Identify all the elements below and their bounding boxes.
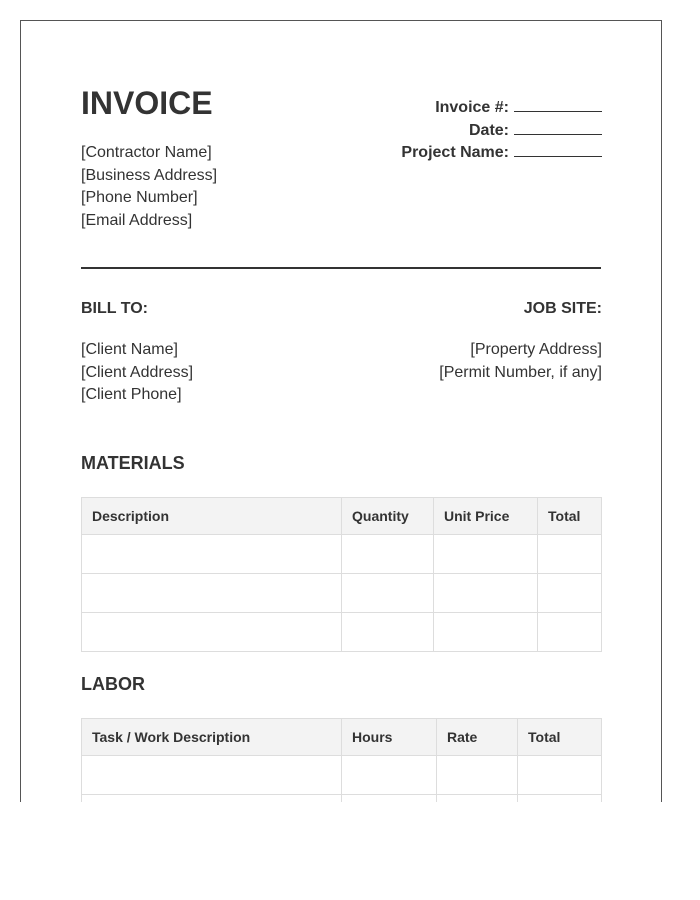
invoice-number-field[interactable] xyxy=(514,97,602,112)
contractor-info xyxy=(81,142,217,232)
table-cell[interactable] xyxy=(518,795,602,803)
date-field[interactable] xyxy=(514,120,602,135)
header-divider xyxy=(81,267,601,269)
table-cell[interactable] xyxy=(82,613,342,652)
table-cell[interactable] xyxy=(538,535,602,574)
date-label: Date: xyxy=(468,121,509,139)
email-address: [Email Address] xyxy=(81,211,193,229)
table-cell[interactable] xyxy=(434,574,538,613)
table-cell[interactable] xyxy=(82,795,342,803)
table-cell[interactable] xyxy=(538,613,602,652)
table-cell[interactable] xyxy=(437,756,518,795)
table-cell[interactable] xyxy=(342,574,434,613)
table-row xyxy=(82,756,602,795)
client-phone: [Client Phone] xyxy=(81,386,182,403)
table-cell[interactable] xyxy=(342,535,434,574)
materials-col-quantity: Quantity xyxy=(342,498,434,535)
client-address: [Client Address] xyxy=(81,363,194,381)
invoice-meta xyxy=(401,97,602,165)
labor-col-total: Total xyxy=(518,719,602,756)
labor-header-row xyxy=(82,719,602,756)
table-cell[interactable] xyxy=(342,756,437,795)
invoice-title: INVOICE xyxy=(81,85,213,121)
business-address: [Business Address] xyxy=(81,166,218,184)
phone-number: [Phone Number] xyxy=(81,189,198,206)
table-cell[interactable] xyxy=(342,795,437,803)
table-row xyxy=(82,574,602,613)
invoice-number-label: Invoice #: xyxy=(435,99,509,116)
table-row xyxy=(82,535,602,574)
materials-table xyxy=(81,497,602,652)
date-row xyxy=(401,120,602,143)
table-cell[interactable] xyxy=(82,574,342,613)
project-name-row xyxy=(401,142,602,165)
materials-header-row xyxy=(82,498,602,535)
bill-to-label: BILL TO: xyxy=(81,300,148,317)
job-site-info xyxy=(439,339,602,384)
table-cell[interactable] xyxy=(82,756,342,795)
table-cell[interactable] xyxy=(518,756,602,795)
materials-col-description: Description xyxy=(82,498,342,535)
contractor-name: [Contractor Name] xyxy=(81,144,212,161)
client-name: [Client Name] xyxy=(81,341,178,358)
labor-table xyxy=(81,718,602,802)
labor-col-task: Task / Work Description xyxy=(82,719,342,756)
invoice-number-row xyxy=(401,97,602,120)
table-cell[interactable] xyxy=(82,535,342,574)
table-row xyxy=(82,795,602,803)
project-name-field[interactable] xyxy=(514,142,602,157)
table-cell[interactable] xyxy=(538,574,602,613)
table-cell[interactable] xyxy=(434,535,538,574)
materials-heading: MATERIALS xyxy=(81,453,185,473)
labor-heading: LABOR xyxy=(81,674,145,694)
bill-to-info xyxy=(81,339,193,407)
table-cell[interactable] xyxy=(342,613,434,652)
materials-col-unit-price: Unit Price xyxy=(434,498,538,535)
table-cell[interactable] xyxy=(437,795,518,803)
job-site-label: JOB SITE: xyxy=(523,300,602,317)
project-name-label: Project Name: xyxy=(401,144,509,161)
permit-number: [Permit Number, if any] xyxy=(439,363,602,381)
table-row xyxy=(82,613,602,652)
property-address: [Property Address] xyxy=(470,341,602,358)
invoice-page xyxy=(20,20,662,802)
materials-col-total: Total xyxy=(538,498,602,535)
labor-col-rate: Rate xyxy=(437,719,518,756)
labor-col-hours: Hours xyxy=(342,719,437,756)
table-cell[interactable] xyxy=(434,613,538,652)
